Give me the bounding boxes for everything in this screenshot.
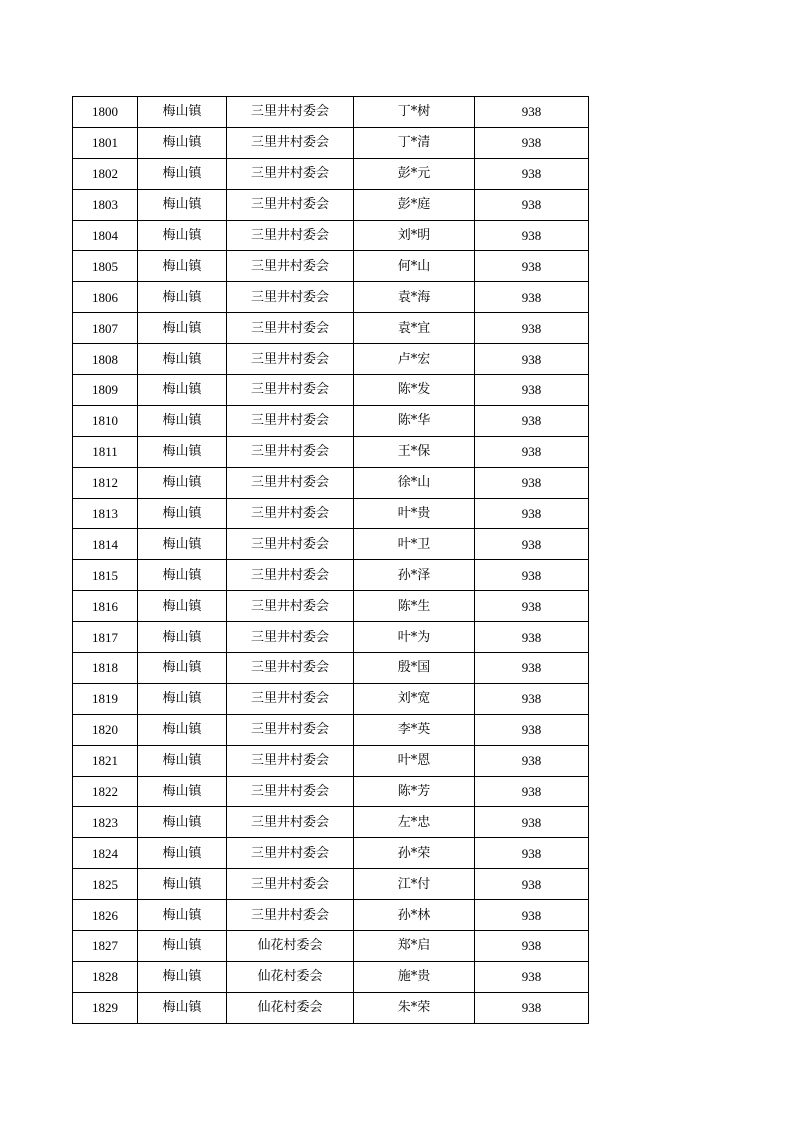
- row-number-cell: 1811: [73, 436, 138, 467]
- row-number-cell: 1823: [73, 807, 138, 838]
- table-row: [73, 807, 589, 838]
- town-cell: 梅山镇: [138, 313, 227, 344]
- village-committee-cell: 三里井村委会: [227, 467, 354, 498]
- row-number-cell: 1818: [73, 653, 138, 684]
- village-committee-cell: 三里井村委会: [227, 560, 354, 591]
- village-committee-cell: 三里井村委会: [227, 807, 354, 838]
- village-committee-cell: 三里井村委会: [227, 158, 354, 189]
- table-row: [73, 653, 589, 684]
- village-committee-cell: 三里井村委会: [227, 282, 354, 313]
- amount-cell: 938: [475, 436, 589, 467]
- person-name-cell: 李*英: [354, 714, 475, 745]
- row-number-cell: 1822: [73, 776, 138, 807]
- person-name-cell: 叶*卫: [354, 529, 475, 560]
- town-cell: 梅山镇: [138, 529, 227, 560]
- person-name-cell: 王*保: [354, 436, 475, 467]
- person-name-cell: 陈*华: [354, 405, 475, 436]
- town-cell: 梅山镇: [138, 189, 227, 220]
- row-number-cell: 1804: [73, 220, 138, 251]
- row-number-cell: 1803: [73, 189, 138, 220]
- town-cell: 梅山镇: [138, 961, 227, 992]
- amount-cell: 938: [475, 992, 589, 1023]
- town-cell: 梅山镇: [138, 375, 227, 406]
- person-name-cell: 叶*贵: [354, 498, 475, 529]
- table-row: [73, 375, 589, 406]
- village-committee-cell: 三里井村委会: [227, 436, 354, 467]
- town-cell: 梅山镇: [138, 869, 227, 900]
- town-cell: 梅山镇: [138, 992, 227, 1023]
- amount-cell: 938: [475, 807, 589, 838]
- town-cell: 梅山镇: [138, 838, 227, 869]
- village-committee-cell: 三里井村委会: [227, 127, 354, 158]
- amount-cell: 938: [475, 251, 589, 282]
- town-cell: 梅山镇: [138, 405, 227, 436]
- village-committee-cell: 三里井村委会: [227, 622, 354, 653]
- village-committee-cell: 三里井村委会: [227, 220, 354, 251]
- person-name-cell: 郑*启: [354, 931, 475, 962]
- village-committee-cell: 三里井村委会: [227, 344, 354, 375]
- table-row: [73, 838, 589, 869]
- roster-table-body: [73, 97, 589, 1024]
- person-name-cell: 何*山: [354, 251, 475, 282]
- amount-cell: 938: [475, 405, 589, 436]
- amount-cell: 938: [475, 591, 589, 622]
- person-name-cell: 孙*林: [354, 900, 475, 931]
- town-cell: 梅山镇: [138, 251, 227, 282]
- row-number-cell: 1827: [73, 931, 138, 962]
- person-name-cell: 左*忠: [354, 807, 475, 838]
- village-committee-cell: 仙花村委会: [227, 992, 354, 1023]
- person-name-cell: 陈*生: [354, 591, 475, 622]
- row-number-cell: 1805: [73, 251, 138, 282]
- table-row: [73, 591, 589, 622]
- person-name-cell: 殷*国: [354, 653, 475, 684]
- row-number-cell: 1807: [73, 313, 138, 344]
- amount-cell: 938: [475, 869, 589, 900]
- person-name-cell: 孙*泽: [354, 560, 475, 591]
- table-row: [73, 467, 589, 498]
- town-cell: 梅山镇: [138, 498, 227, 529]
- person-name-cell: 徐*山: [354, 467, 475, 498]
- table-row: [73, 220, 589, 251]
- town-cell: 梅山镇: [138, 714, 227, 745]
- town-cell: 梅山镇: [138, 653, 227, 684]
- amount-cell: 938: [475, 498, 589, 529]
- village-committee-cell: 三里井村委会: [227, 251, 354, 282]
- row-number-cell: 1829: [73, 992, 138, 1023]
- amount-cell: 938: [475, 97, 589, 128]
- town-cell: 梅山镇: [138, 745, 227, 776]
- row-number-cell: 1813: [73, 498, 138, 529]
- table-row: [73, 344, 589, 375]
- person-name-cell: 卢*宏: [354, 344, 475, 375]
- table-row: [73, 189, 589, 220]
- amount-cell: 938: [475, 375, 589, 406]
- village-committee-cell: 三里井村委会: [227, 498, 354, 529]
- village-committee-cell: 三里井村委会: [227, 745, 354, 776]
- table-row: [73, 900, 589, 931]
- amount-cell: 938: [475, 653, 589, 684]
- town-cell: 梅山镇: [138, 622, 227, 653]
- amount-cell: 938: [475, 838, 589, 869]
- row-number-cell: 1810: [73, 405, 138, 436]
- village-committee-cell: 三里井村委会: [227, 313, 354, 344]
- village-committee-cell: 三里井村委会: [227, 900, 354, 931]
- table-row: [73, 158, 589, 189]
- amount-cell: 938: [475, 344, 589, 375]
- village-committee-cell: 三里井村委会: [227, 375, 354, 406]
- town-cell: 梅山镇: [138, 807, 227, 838]
- table-row: [73, 282, 589, 313]
- amount-cell: 938: [475, 931, 589, 962]
- table-row: [73, 127, 589, 158]
- table-row: [73, 745, 589, 776]
- amount-cell: 938: [475, 529, 589, 560]
- amount-cell: 938: [475, 467, 589, 498]
- amount-cell: 938: [475, 745, 589, 776]
- person-name-cell: 彭*庭: [354, 189, 475, 220]
- town-cell: 梅山镇: [138, 467, 227, 498]
- village-committee-cell: 三里井村委会: [227, 869, 354, 900]
- person-name-cell: 彭*元: [354, 158, 475, 189]
- person-name-cell: 丁*树: [354, 97, 475, 128]
- village-committee-cell: 仙花村委会: [227, 931, 354, 962]
- row-number-cell: 1808: [73, 344, 138, 375]
- person-name-cell: 陈*芳: [354, 776, 475, 807]
- person-name-cell: 江*付: [354, 869, 475, 900]
- table-row: [73, 931, 589, 962]
- person-name-cell: 袁*宜: [354, 313, 475, 344]
- person-name-cell: 刘*明: [354, 220, 475, 251]
- row-number-cell: 1802: [73, 158, 138, 189]
- village-committee-cell: 三里井村委会: [227, 405, 354, 436]
- amount-cell: 938: [475, 560, 589, 591]
- row-number-cell: 1820: [73, 714, 138, 745]
- row-number-cell: 1826: [73, 900, 138, 931]
- row-number-cell: 1816: [73, 591, 138, 622]
- table-row: [73, 992, 589, 1023]
- town-cell: 梅山镇: [138, 591, 227, 622]
- amount-cell: 938: [475, 220, 589, 251]
- village-committee-cell: 三里井村委会: [227, 529, 354, 560]
- person-name-cell: 孙*荣: [354, 838, 475, 869]
- row-number-cell: 1806: [73, 282, 138, 313]
- village-committee-cell: 三里井村委会: [227, 189, 354, 220]
- table-row: [73, 529, 589, 560]
- amount-cell: 938: [475, 313, 589, 344]
- table-row: [73, 560, 589, 591]
- table-row: [73, 251, 589, 282]
- person-name-cell: 叶*恩: [354, 745, 475, 776]
- row-number-cell: 1824: [73, 838, 138, 869]
- person-name-cell: 朱*荣: [354, 992, 475, 1023]
- row-number-cell: 1821: [73, 745, 138, 776]
- row-number-cell: 1800: [73, 97, 138, 128]
- village-committee-cell: 仙花村委会: [227, 961, 354, 992]
- amount-cell: 938: [475, 282, 589, 313]
- town-cell: 梅山镇: [138, 344, 227, 375]
- table-row: [73, 961, 589, 992]
- amount-cell: 938: [475, 776, 589, 807]
- amount-cell: 938: [475, 127, 589, 158]
- row-number-cell: 1814: [73, 529, 138, 560]
- row-number-cell: 1801: [73, 127, 138, 158]
- table-row: [73, 683, 589, 714]
- town-cell: 梅山镇: [138, 776, 227, 807]
- village-committee-cell: 三里井村委会: [227, 97, 354, 128]
- amount-cell: 938: [475, 189, 589, 220]
- village-committee-cell: 三里井村委会: [227, 776, 354, 807]
- town-cell: 梅山镇: [138, 560, 227, 591]
- town-cell: 梅山镇: [138, 158, 227, 189]
- person-name-cell: 施*贵: [354, 961, 475, 992]
- row-number-cell: 1817: [73, 622, 138, 653]
- town-cell: 梅山镇: [138, 282, 227, 313]
- roster-table: [72, 96, 589, 1024]
- village-committee-cell: 三里井村委会: [227, 714, 354, 745]
- town-cell: 梅山镇: [138, 436, 227, 467]
- person-name-cell: 叶*为: [354, 622, 475, 653]
- village-committee-cell: 三里井村委会: [227, 838, 354, 869]
- town-cell: 梅山镇: [138, 127, 227, 158]
- amount-cell: 938: [475, 158, 589, 189]
- table-row: [73, 436, 589, 467]
- village-committee-cell: 三里井村委会: [227, 653, 354, 684]
- town-cell: 梅山镇: [138, 683, 227, 714]
- person-name-cell: 袁*海: [354, 282, 475, 313]
- amount-cell: 938: [475, 622, 589, 653]
- person-name-cell: 丁*清: [354, 127, 475, 158]
- table-row: [73, 405, 589, 436]
- person-name-cell: 陈*发: [354, 375, 475, 406]
- amount-cell: 938: [475, 900, 589, 931]
- village-committee-cell: 三里井村委会: [227, 683, 354, 714]
- row-number-cell: 1825: [73, 869, 138, 900]
- town-cell: 梅山镇: [138, 931, 227, 962]
- amount-cell: 938: [475, 961, 589, 992]
- row-number-cell: 1815: [73, 560, 138, 591]
- town-cell: 梅山镇: [138, 97, 227, 128]
- town-cell: 梅山镇: [138, 220, 227, 251]
- table-row: [73, 776, 589, 807]
- row-number-cell: 1812: [73, 467, 138, 498]
- table-row: [73, 97, 589, 128]
- table-row: [73, 622, 589, 653]
- amount-cell: 938: [475, 714, 589, 745]
- row-number-cell: 1828: [73, 961, 138, 992]
- table-row: [73, 498, 589, 529]
- row-number-cell: 1809: [73, 375, 138, 406]
- amount-cell: 938: [475, 683, 589, 714]
- person-name-cell: 刘*宽: [354, 683, 475, 714]
- table-row: [73, 313, 589, 344]
- town-cell: 梅山镇: [138, 900, 227, 931]
- table-row: [73, 714, 589, 745]
- row-number-cell: 1819: [73, 683, 138, 714]
- village-committee-cell: 三里井村委会: [227, 591, 354, 622]
- table-row: [73, 869, 589, 900]
